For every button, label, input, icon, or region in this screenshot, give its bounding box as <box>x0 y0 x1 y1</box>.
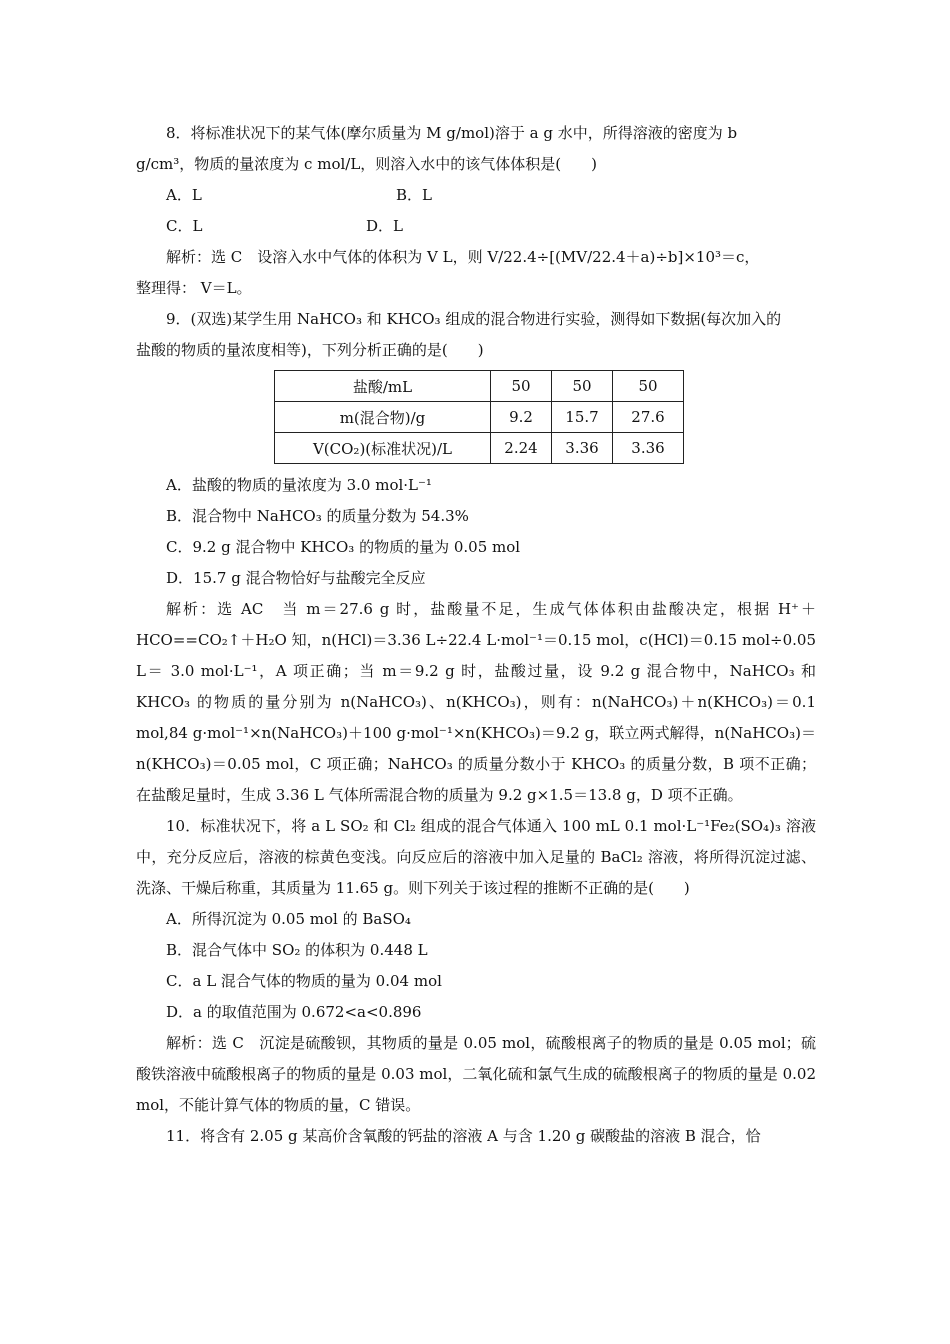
q8-options-row1 <box>136 180 816 211</box>
q10-option-b: B．混合气体中 SO₂ 的体积为 0.448 L <box>166 941 428 959</box>
q8-option-d: D．L <box>366 217 403 235</box>
q10-option-d: D．a 的取值范围为 0.672<a<0.896 <box>166 1003 422 1021</box>
q10-option-a: A．所得沉淀为 0.05 mol 的 BaSO₄ <box>166 910 411 928</box>
q8-option-c: C．L <box>166 217 203 235</box>
document-page <box>136 118 816 1152</box>
q8-stem-line1: 8．将标准状况下的某气体(摩尔质量为 M g/mol)溶于 a g 水中，所得溶液的密度为 b <box>166 124 738 142</box>
q8-options-row2 <box>136 211 816 242</box>
q9-option-a: A．盐酸的物质的量浓度为 3.0 mol·L⁻¹ <box>166 476 432 494</box>
table-cell: 27.6 <box>613 402 684 433</box>
table-row <box>275 433 684 464</box>
table-cell: 盐酸/mL <box>275 371 491 402</box>
q9-data-table <box>274 370 684 464</box>
table-cell: 9.2 <box>491 402 552 433</box>
q10-option-c: C．a L 混合气体的物质的量为 0.04 mol <box>166 972 442 990</box>
table-cell: V(CO₂)(标准状况)/L <box>275 433 491 464</box>
q9-stem-line2: 盐酸的物质的量浓度相等)，下列分析正确的是( ) <box>136 341 484 359</box>
q9-stem-line1: 9．(双选)某学生用 NaHCO₃ 和 KHCO₃ 组成的混合物进行实验，测得如下数据(每次加入的 <box>166 310 782 328</box>
q9-option-d: D．15.7 g 混合物恰好与盐酸完全反应 <box>166 569 426 587</box>
table-cell: 3.36 <box>552 433 613 464</box>
table-cell: 50 <box>491 371 552 402</box>
table-cell: m(混合物)/g <box>275 402 491 433</box>
table-cell: 50 <box>552 371 613 402</box>
table-cell: 50 <box>613 371 684 402</box>
q8-analysis-line1: 解析：选 C 设溶入水中气体的体积为 V L，则 V/22.4÷[(MV/22.4＋a)÷b]×10³＝c， <box>166 248 760 266</box>
q8-analysis-line2: 整理得： V＝L。 <box>136 279 252 297</box>
table-cell: 15.7 <box>552 402 613 433</box>
q9-option-c: C．9.2 g 混合物中 KHCO₃ 的物质的量为 0.05 mol <box>166 538 521 556</box>
table-cell: 2.24 <box>491 433 552 464</box>
table-cell: 3.36 <box>613 433 684 464</box>
table-row <box>275 371 684 402</box>
q9-option-b: B．混合物中 NaHCO₃ 的质量分数为 54.3% <box>166 507 469 525</box>
q8-stem-line2: g/cm³，物质的量浓度为 c mol/L，则溶入水中的该气体体积是( ) <box>136 155 598 173</box>
table-row <box>275 402 684 433</box>
q8-option-b: B．L <box>396 186 432 204</box>
q9-analysis: 解析：选 AC 当 m＝27.6 g 时，盐酸量不足，生成气体体积由盐酸决定，根据 H⁺＋HCO==CO₂↑＋H₂O 知，n(HCl)＝3.36 L÷22.4 L·mol⁻¹＝0.15 mol，c(HCl)＝0.15 mol÷0.05 L＝ 3.0 mol·L⁻¹，A 项正确；当 m＝9.2 g 时，盐酸过量，设 9.2 g 混合物中，NaHCO₃ 和 KHCO₃ 的物质的量分别为 n(NaHCO₃)、n(KHCO₃)，则有：n(NaHCO₃)＋n(KHCO₃)＝0.1 mol,84 g·mol⁻¹×n(NaHCO₃)＋100 g·mol⁻¹×n(KHCO₃)＝9.2 g，联立两式解得，n(NaHCO₃)＝n(KHCO₃)＝0.05 mol，C 项正确；NaHCO₃ 的质量分数小于 KHCO₃ 的质量分数，B 项不正确；在盐酸足量时，生成 3.36 L 气体所需混合物的质量为 9.2 g×1.5＝13.8 g，D 项不正确。 <box>136 600 816 804</box>
q8-option-a: A．L <box>166 186 202 204</box>
q10-stem: 10．标准状况下，将 a L SO₂ 和 Cl₂ 组成的混合气体通入 100 mL 0.1 mol·L⁻¹Fe₂(SO₄)₃ 溶液中，充分反应后，溶液的棕黄色变浅。向反应后的溶液中加入足量的 BaCl₂ 溶液，将所得沉淀过滤、洗涤、干燥后称重，其质量为 11.65 g。则下列关于该过程的推断不正确的是( ) <box>136 817 816 897</box>
q10-analysis: 解析：选 C 沉淀是硫酸钡，其物质的量是 0.05 mol，硫酸根离子的物质的量是 0.05 mol；硫酸铁溶液中硫酸根离子的物质的量是 0.03 mol，二氧化硫和氯气生成的硫酸根离子的物质的量是 0.02 mol，不能计算气体的物质的量，C 错误。 <box>136 1034 816 1114</box>
q11-stem-line1: 11．将含有 2.05 g 某高价含氧酸的钙盐的溶液 A 与含 1.20 g 碳酸盐的溶液 B 混合，恰 <box>166 1127 761 1145</box>
